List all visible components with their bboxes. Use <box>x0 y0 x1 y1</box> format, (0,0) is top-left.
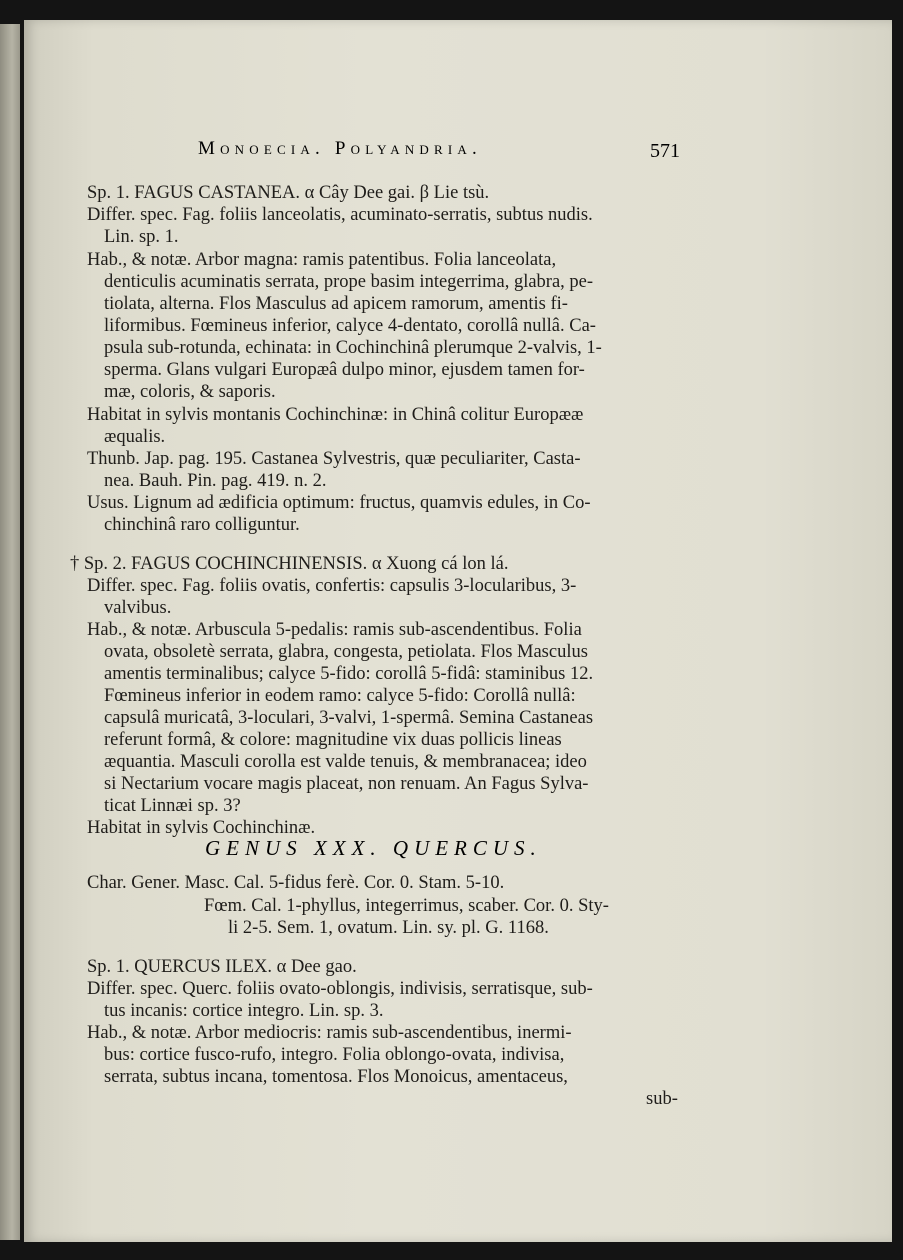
line-29: Habitat in sylvis Cochinchinæ. <box>87 818 316 838</box>
line-11: Habitat in sylvis montanis Cochinchinæ: in Chinâ colitur Europææ <box>87 405 584 425</box>
line-4: Hab., & notæ. Arbor magna: ramis patentibus. Folia lanceolata, <box>87 250 557 270</box>
genus-heading: GENUS XXX. QUERCUS. <box>205 836 542 860</box>
line-39: serrata, subtus incana, tomentosa. Flos Monoicus, amentaceus, <box>104 1067 568 1087</box>
line-31: Char. Gener. Masc. Cal. 5-fidus ferè. Cor. 0. Stam. 5-10. <box>87 873 505 893</box>
line-35: Differ. spec. Querc. foliis ovato-oblongis, indivisis, serratisque, sub- <box>87 979 593 999</box>
line-13: Thunb. Jap. pag. 195. Castanea Sylvestris, quæ peculiariter, Casta- <box>87 449 581 469</box>
line-23: Fœmineus inferior in eodem ramo: calyce 5-fido: Corollâ nullâ: <box>104 686 576 706</box>
line-1: Sp. 1. FAGUS CASTANEA. α Cây Dee gai. β Lie tsù. <box>87 183 490 203</box>
line-3: Lin. sp. 1. <box>104 227 179 247</box>
line-33: li 2-5. Sem. 1, ovatum. Lin. sy. pl. G. 1168. <box>228 918 549 938</box>
line-19: valvibus. <box>104 598 172 618</box>
line-15: Usus. Lignum ad ædificia optimum: fructus, quamvis edules, in Co- <box>87 493 591 513</box>
header-title: Monoecia. Polyandria. <box>198 138 482 159</box>
line-26: æquantia. Masculi corolla est valde tenuis, & membranacea; ideo <box>104 752 587 772</box>
line-17: † Sp. 2. FAGUS COCHINCHINENSIS. α Xuong cá lon lá. <box>70 554 509 574</box>
line-22: amentis terminalibus; calyce 5-fido: corollâ 5-fidâ: staminibus 12. <box>104 664 594 684</box>
line-5: denticulis acuminatis serrata, prope basim integerrima, glabra, pe- <box>104 272 594 292</box>
line-27: si Nectarium vocare magis placeat, non renuam. An Fagus Sylva- <box>104 774 589 794</box>
line-9: sperma. Glans vulgari Europæâ dulpo minor, ejusdem tamen for- <box>104 360 585 380</box>
line-18: Differ. spec. Fag. foliis ovatis, confertis: capsulis 3-locularibus, 3- <box>87 576 577 596</box>
line-2: Differ. spec. Fag. foliis lanceolatis, acuminato-serratis, subtus nudis. <box>87 205 593 225</box>
line-36: tus incanis: cortice integro. Lin. sp. 3. <box>104 1001 384 1021</box>
catchword: sub- <box>646 1089 678 1109</box>
line-37: Hab., & notæ. Arbor mediocris: ramis sub-ascendentibus, inermi- <box>87 1023 572 1043</box>
line-20: Hab., & notæ. Arbuscula 5-pedalis: ramis sub-ascendentibus. Folia <box>87 620 582 640</box>
line-12: æqualis. <box>104 427 166 447</box>
line-32: Fœm. Cal. 1-phyllus, integerrimus, scaber. Cor. 0. Sty- <box>204 896 609 916</box>
line-7: liformibus. Fœmineus inferior, calyce 4-dentato, corollâ nullâ. Ca- <box>104 316 596 336</box>
page-number: 571 <box>650 140 680 162</box>
line-28: ticat Linnæi sp. 3? <box>104 796 241 816</box>
line-34: Sp. 1. QUERCUS ILEX. α Dee gao. <box>87 957 357 977</box>
left-page-edge <box>0 24 20 1240</box>
line-25: referunt formâ, & colore: magnitudine vix duas pollicis lineas <box>104 730 562 750</box>
line-24: capsulâ muricatâ, 3-loculari, 3-valvi, 1-spermâ. Semina Castaneas <box>104 708 594 728</box>
line-10: mæ, coloris, & saporis. <box>104 382 276 402</box>
line-6: tiolata, alterna. Flos Masculus ad apicem ramorum, amentis fi- <box>104 294 568 314</box>
line-8: psula sub-rotunda, echinata: in Cochinchinâ plerumque 2-valvis, 1- <box>104 338 602 358</box>
line-21: ovata, obsoletè serrata, glabra, congesta, petiolata. Flos Masculus <box>104 642 588 662</box>
running-header <box>198 138 798 166</box>
line-16: chinchinâ raro colliguntur. <box>104 515 300 535</box>
line-38: bus: cortice fusco-rufo, integro. Folia oblongo-ovata, indivisa, <box>104 1045 565 1065</box>
line-14: nea. Bauh. Pin. pag. 419. n. 2. <box>104 471 327 491</box>
